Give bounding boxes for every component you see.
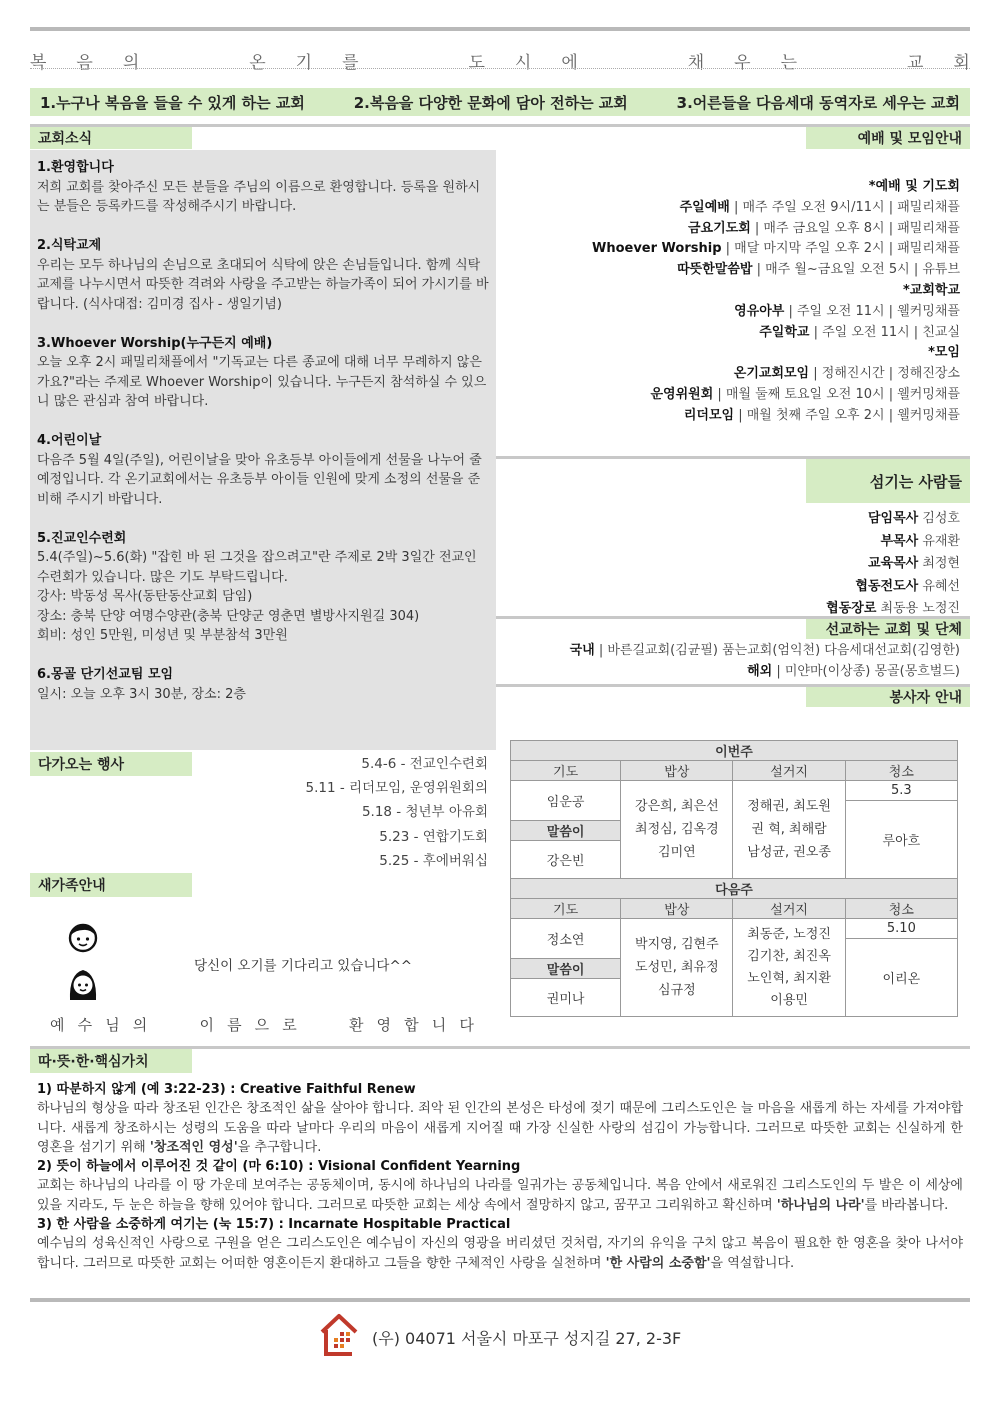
bottom-rule — [30, 1298, 970, 1302]
events-title: 다가오는 행사 — [30, 752, 192, 776]
news-list — [37, 158, 489, 724]
clean-date-cell: 5.10 — [845, 919, 957, 939]
motto-dotted-line — [30, 68, 970, 69]
motto-char: 음 — [76, 52, 93, 73]
mission-line: 국내 | 바른길교회(김균필) 품는교회(엄익천) 다음세대선교회(김영한) — [569, 643, 960, 658]
news-item — [37, 665, 489, 704]
dish-cell: 최동준, 노정진 김기찬, 최진옥 노인혁, 최지환 이용민 — [733, 919, 845, 1017]
worship-line: 주일학교 | 주일 오전 11시 | 친교실 — [759, 324, 960, 340]
event-item: 5.23 - 연합기도회 — [379, 828, 488, 845]
clean-cell: 루아흐 — [845, 801, 957, 879]
servant-line: 부목사 유재환 — [880, 533, 960, 549]
news-item — [37, 236, 489, 314]
worship-title: 예배 및 모임안내 — [806, 127, 970, 149]
volunteer-schedule-table — [510, 740, 958, 1017]
worship-line: 온기교회모임 | 정해진시간 | 정해진장소 — [733, 366, 960, 382]
worship-line: 리더모임 | 매월 첫째 주일 오후 2시 | 웰커밍채플 — [683, 407, 960, 423]
word-label: 말씀이 — [511, 821, 621, 841]
news-heading: 2.식탁교제 — [37, 238, 102, 253]
motto-char: 는 — [780, 52, 798, 73]
news-heading: 3.Whoever Worship(누구든지 예배) — [37, 335, 273, 351]
col-header: 청소 — [845, 761, 957, 781]
dish-cell: 정해권, 최도원 권 혁, 최해람 남성균, 권오종 — [733, 781, 845, 879]
news-detail: 회비: 성인 5만원, 미성년 및 부분참석 3만원 — [37, 628, 288, 643]
this-week-label: 이번주 — [511, 741, 958, 761]
meal-cell: 박지영, 김현주 도성민, 최유정 심규정 — [621, 919, 733, 1017]
event-item: 5.25 - 후에버워십 — [379, 852, 488, 869]
church-address: (우) 04071 서울시 마포구 성지길 27, 2-3F — [372, 1329, 682, 1348]
worship-line: *교회학교 — [902, 282, 960, 298]
news-body: 오늘 오후 2시 패밀리채플에서 "기독교는 다른 종교에 대해 너무 무례하지 않은가요?"라는 주제로 Whoever Worship이 있습니다. 누구든지 참석하실 수 있으니 많은 관심과 참여 바랍니다. — [37, 355, 487, 409]
news-title: 교회소식 — [30, 127, 192, 149]
news-heading: 4.어린이날 — [37, 433, 102, 448]
core-body: 예수님의 성육신적인 사랑으로 구원을 얻은 그리스도인은 예수님이 자신의 영광을 버리셨던 것처럼, 자기의 유익을 구치 않고 복음이 필요한 한 영혼을 찾아 나서야 합니다. 그러므로 따뜻한 교회는 어떠한 영혼이든지 환대하고 그들을 향한 구체적인 사랑을 실천하며 '한 사람의 소중함'을 역설합니다. — [37, 1236, 963, 1271]
news-item — [37, 431, 489, 509]
news-item — [37, 529, 489, 646]
word-cell: 강은빈 — [511, 841, 621, 879]
next-week-label: 다음주 — [511, 879, 958, 899]
worship-line: 운영위원회 | 매월 둘째 토요일 오전 10시 | 웰커밍채플 — [650, 386, 960, 402]
servants-title: 섬기는 사람들 — [806, 459, 970, 503]
motto-char: 온 — [249, 52, 266, 73]
motto-char: 시 — [514, 52, 532, 73]
motto-char: 교 — [907, 52, 924, 73]
prayer-cell: 정소연 — [511, 919, 621, 959]
motto-char: 도 — [468, 52, 485, 73]
col-header: 기도 — [511, 899, 621, 919]
events-list — [290, 752, 488, 873]
motto-char: 회 — [953, 52, 970, 73]
core-body: 하나님의 형상을 따라 창조된 인간은 창조적인 삶을 살아야 합니다. 죄악 된 인간의 본성은 타성에 젖기 때문에 그리스도인은 늘 마음을 새롭게 하는 자세를 가져야합니다. 새롭게 창조하시는 성령의 도움을 따라 날마다 우리의 마음이 새롭게 지어질 때 가장 신실한 사랑의 섬김이 가능합니다. 그러므로 따뜻한 교회는 신실하게 한 영혼을 섬기기 위해 '창조적인 영성'을 추구합니다. — [37, 1101, 963, 1155]
news-body: 5.4(주일)~5.6(화) "잡힌 바 된 그것을 잡으려고"란 주제로 2박 3일간 전교인 수련회가 있습니다. 많은 기도 부탁드립니다. — [37, 550, 477, 585]
newcomer-message: 당신이 오기를 기다리고 있습니다^^ — [194, 958, 413, 974]
worship-line: *예배 및 기도회 — [868, 179, 960, 194]
church-logo-icon — [318, 1312, 360, 1358]
worship-line: 따뜻한말씀밥 | 매주 월~금요일 오전 5시 | 유튜브 — [677, 262, 960, 278]
news-body: 저희 교회를 찾아주신 모든 분들을 주님의 이름으로 환영합니다. 등록을 원하시는 분들은 등록카드를 작성해주시기 바랍니다. — [37, 179, 481, 214]
prayer-cell: 임운공 — [511, 781, 621, 821]
col-header: 청소 — [845, 899, 957, 919]
worship-line: Whoever Worship | 매달 마지막 주일 오후 2시 | 패밀리채플 — [591, 241, 960, 257]
motto-char: 의 — [122, 52, 140, 73]
value-1: 1.누구나 복음을 들을 수 있게 하는 교회 — [40, 93, 305, 112]
value-3: 3.어른들을 다음세대 동역자로 세우는 교회 — [676, 93, 960, 112]
core-heading: 1) 따분하지 않게 (예 3:22-23) : Creative Faithful Renew — [37, 1082, 416, 1097]
welcome-line: 예 수 님 의 이 름 으 로 환 영 합 니 다 — [50, 1016, 474, 1034]
event-item: 5.18 - 청년부 아유회 — [361, 804, 488, 821]
church-values-bar — [30, 88, 970, 116]
mission-line: 해외 | 미얀마(이상종) 몽골(몽흐벌드) — [747, 664, 960, 679]
core-body: 교회는 하나님의 나라를 이 땅 가운데 보여주는 공동체이며, 동시에 하나님의 나라를 일궈가는 공동체입니다. 복음 안에서 새로워진 그리스도인의 두 발은 이 세상에 있을 지라도, 두 눈은 하늘을 향해 있어야 합니다. 그러므로 따뜻한 교회는 세상 속에서 절망하지 않고, 꿈꾸고 그리워하고 확신하며 '하나님의 나라'를 바라봅니다. — [37, 1178, 963, 1213]
man-icon — [66, 920, 100, 954]
motto-char: 채 — [687, 52, 705, 73]
servant-line: 교육목사 최정현 — [867, 556, 960, 571]
event-item: 5.11 - 리더모임, 운영위원회의 — [305, 780, 488, 797]
motto-char: 에 — [561, 52, 578, 73]
core-values — [37, 1080, 963, 1273]
worship-line: 영유아부 | 주일 오전 11시 | 웰커밍채플 — [734, 303, 960, 319]
news-heading: 5.진교인수련회 — [37, 530, 127, 546]
meal-cell: 강은희, 최은선 최정심, 김옥경 김미연 — [621, 781, 733, 879]
top-rule — [30, 27, 970, 31]
worship-line: 주일예배 | 매주 주일 오전 9시/11시 | 패밀리채플 — [679, 199, 960, 215]
woman-icon — [66, 966, 100, 1002]
motto-char: 우 — [734, 52, 751, 73]
word-cell: 권미나 — [511, 979, 621, 1017]
news-heading: 1.환영합니다 — [37, 160, 114, 175]
col-header: 설거지 — [733, 761, 845, 781]
core-heading: 3) 한 사람을 소중하게 여기는 (눅 15:7) : Incarnate Hospitable Practical — [37, 1217, 511, 1233]
motto-char: 를 — [342, 52, 359, 73]
worship-line: 금요기도회 | 매주 금요일 오후 8시 | 패밀리채플 — [687, 220, 960, 236]
news-body: 우리는 모두 하나님의 손님으로 초대되어 식탁에 앉은 손님들입니다. 함께 식탁교제를 나누시면서 따뜻한 격려와 사랑을 주고받는 하늘가족이 되어 가시기를 바랍니다. (식사대접: 김미경 집사 - 생일기념) — [37, 257, 489, 312]
core-title: 따·뜻·한·핵심가치 — [30, 1049, 192, 1073]
newcomer-title: 새가족안내 — [30, 873, 192, 897]
servant-line: 협동전도사 유혜선 — [855, 578, 960, 594]
col-header: 밥상 — [621, 899, 733, 919]
event-item: 5.4-6 - 전교인수련회 — [361, 756, 488, 772]
news-body: 일시: 오늘 오후 3시 30분, 장소: 2층 — [37, 686, 246, 702]
news-item — [37, 334, 489, 412]
motto-char: 기 — [295, 52, 313, 73]
news-detail: 강사: 박동성 목사(동탄동산교회 담임) — [37, 589, 253, 604]
news-heading: 6.몽골 단기선교팀 모임 — [37, 667, 174, 682]
volunteer-title: 봉사자 안내 — [806, 687, 970, 707]
news-body: 다음주 5월 4일(주일), 어린이날을 맞아 유초등부 아이들에게 선물을 나누어 줄 예정입니다. 각 온기교회에서는 유초등부 아이들 인원에 맞게 소정의 선물을 준비해 주시기 바랍니다. — [37, 452, 482, 507]
core-heading: 2) 뜻이 하늘에서 이루어진 것 같이 (마 6:10) : Visional Confident Yearning — [37, 1159, 521, 1175]
servant-line: 담임목사 김성호 — [867, 511, 960, 526]
col-header: 밥상 — [621, 761, 733, 781]
word-label: 말씀이 — [511, 959, 621, 979]
worship-line: *모임 — [928, 345, 960, 361]
mission-list — [570, 640, 960, 682]
col-header: 설거지 — [733, 899, 845, 919]
clean-date-cell: 5.3 — [845, 781, 957, 801]
worship-list — [592, 177, 960, 427]
servants-list — [826, 508, 960, 621]
motto-char: 복 — [30, 52, 47, 73]
value-2: 2.복음을 다양한 문화에 담아 전하는 교회 — [353, 93, 628, 112]
clean-cell: 이리온 — [845, 939, 957, 1017]
servant-line: 협동장로 최동용 노정진 — [826, 601, 960, 616]
news-detail: 장소: 충북 단양 여명수양관(충북 단양군 영춘면 별방사지원길 304) — [37, 608, 420, 624]
col-header: 기도 — [511, 761, 621, 781]
news-item — [37, 158, 489, 217]
mission-title: 선교하는 교회 및 단체 — [806, 619, 970, 639]
